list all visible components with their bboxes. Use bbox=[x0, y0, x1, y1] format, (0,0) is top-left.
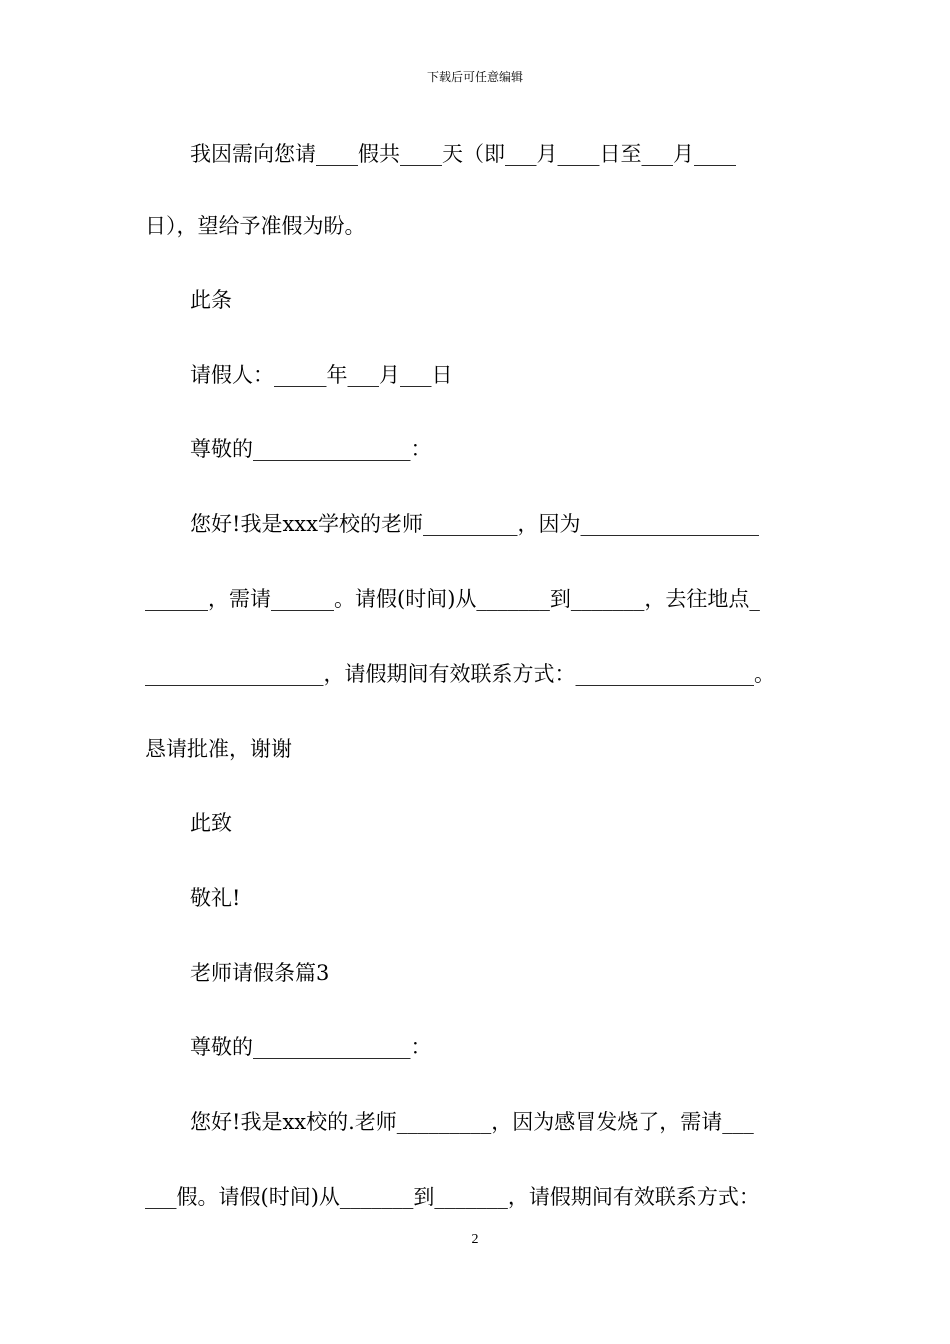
body-paragraph-line: 您好!我是xx校的.老师_________，因为感冒发烧了，需请___ bbox=[190, 1110, 754, 1134]
closing-line: 敬礼! bbox=[190, 886, 241, 910]
body-paragraph-line: 恳请批准，谢谢 bbox=[145, 737, 292, 761]
leave-request-line: 日），望给予准假为盼。 bbox=[145, 214, 366, 238]
signature-date-line: 请假人：_____年___月___日 bbox=[190, 363, 453, 387]
page-number: 2 bbox=[471, 1232, 479, 1247]
salutation: 尊敬的_______________： bbox=[190, 1035, 432, 1059]
salutation: 尊敬的_______________： bbox=[190, 437, 432, 461]
body-paragraph-line: 您好!我是xxx学校的老师_________，因为_________________ bbox=[190, 512, 759, 536]
page-header-note: 下载后可任意编辑 bbox=[426, 70, 523, 84]
closing-line: 此致 bbox=[190, 811, 232, 835]
leave-request-line: 我因需向您请____假共____天（即___月____日至___月____ bbox=[190, 142, 736, 166]
section-title: 老师请假条篇3 bbox=[190, 961, 330, 985]
body-paragraph-line: ___假。请假(时间)从_______到_______，请假期间有效联系方式： bbox=[145, 1185, 760, 1209]
body-paragraph-line: _________________，请假期间有效联系方式：_________________。 bbox=[145, 662, 775, 686]
body-paragraph-line: ______，需请______。请假(时间)从_______到_______，去往地点_ bbox=[145, 587, 760, 611]
closing-line: 此条 bbox=[190, 288, 232, 312]
